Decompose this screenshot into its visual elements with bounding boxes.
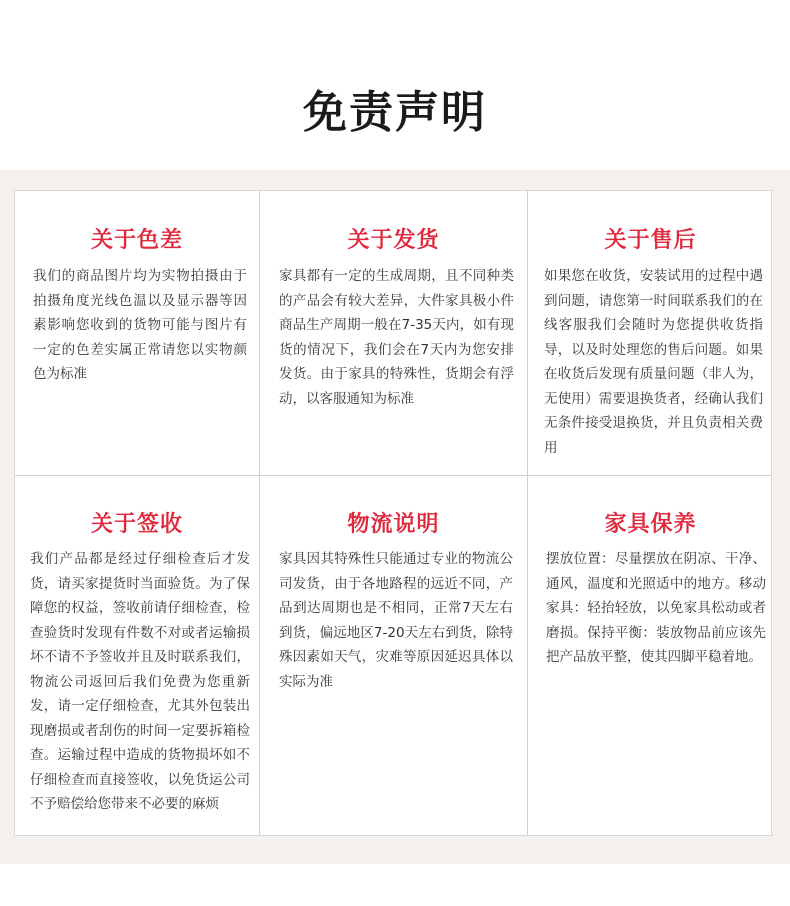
section-shipping <box>260 191 527 475</box>
section-body: 我们的商品图片均为实物拍摄由于拍摄角度光线色温以及显示器等因素影响您收到的货物可能与图片有一定的色差实属正常请您以实物颜色为标准 <box>33 268 247 382</box>
section-title: 家具保养 <box>604 512 697 537</box>
section-maintenance <box>528 476 773 837</box>
section-title: 关于发货 <box>347 228 440 253</box>
section-logistics <box>260 476 527 837</box>
section-title: 物流说明 <box>347 512 440 537</box>
section-body: 我们产品都是经过仔细检查后才发货，请买家提货时当面验货。为了保障您的权益，签收前请仔细检查，检查验货时发现有件数不对或者运输损坏不请不予签收并且及时联系我们，物流公司返回后我们免费为您重新发，请一定仔细检查，尤其外包装出现磨损或者刮伤的时间一定要拆箱检查。运输过程中造成的货物损坏如不仔细检查而直接签收，以免货运公司不予赔偿给您带来不必要的麻烦 <box>30 551 250 812</box>
section-color-difference <box>15 191 259 475</box>
section-body: 如果您在收货，安装试用的过程中遇到问题，请您第一时间联系我们的在线客服我们会随时为您提供收货指导，以及时处理您的售后问题。如果在收货后发现有质量问题（非人为，无使用）需要退换货者，经确认我们无条件接受退换货，并且负责相关费用 <box>544 268 763 456</box>
section-body: 家具都有一定的生成周期，且不同种类的产品会有较大差异，大件家具极小件商品生产周期一般在7-35天内，如有现货的情况下，我们会在7天内为您安排发货。由于家具的特殊性，货期会有浮动，以客服通知为标准 <box>279 268 514 407</box>
disclaimer-grid <box>14 190 772 836</box>
section-title: 关于色差 <box>90 228 183 253</box>
section-after-sales <box>528 191 773 475</box>
section-title: 关于售后 <box>604 228 697 253</box>
section-body: 家具因其特殊性只能通过专业的物流公司发货，由于各地路程的远近不同，产品到达周期也是不相同，正常7天左右到货，偏远地区7-20天左右到货，除特殊因素如天气，灾难等原因延迟具体以实际为准 <box>279 551 513 690</box>
section-title: 关于签收 <box>90 512 183 537</box>
section-body: 摆放位置：尽量摆放在阴凉、干净、通风，温度和光照适中的地方。移动家具：轻抬轻放，以免家具松动或者磨损。保持平衡：装放物品前应该先把产品放平整，使其四脚平稳着地。 <box>546 551 766 665</box>
section-receipt <box>15 476 259 837</box>
page-title: 免责声明 <box>303 87 487 138</box>
